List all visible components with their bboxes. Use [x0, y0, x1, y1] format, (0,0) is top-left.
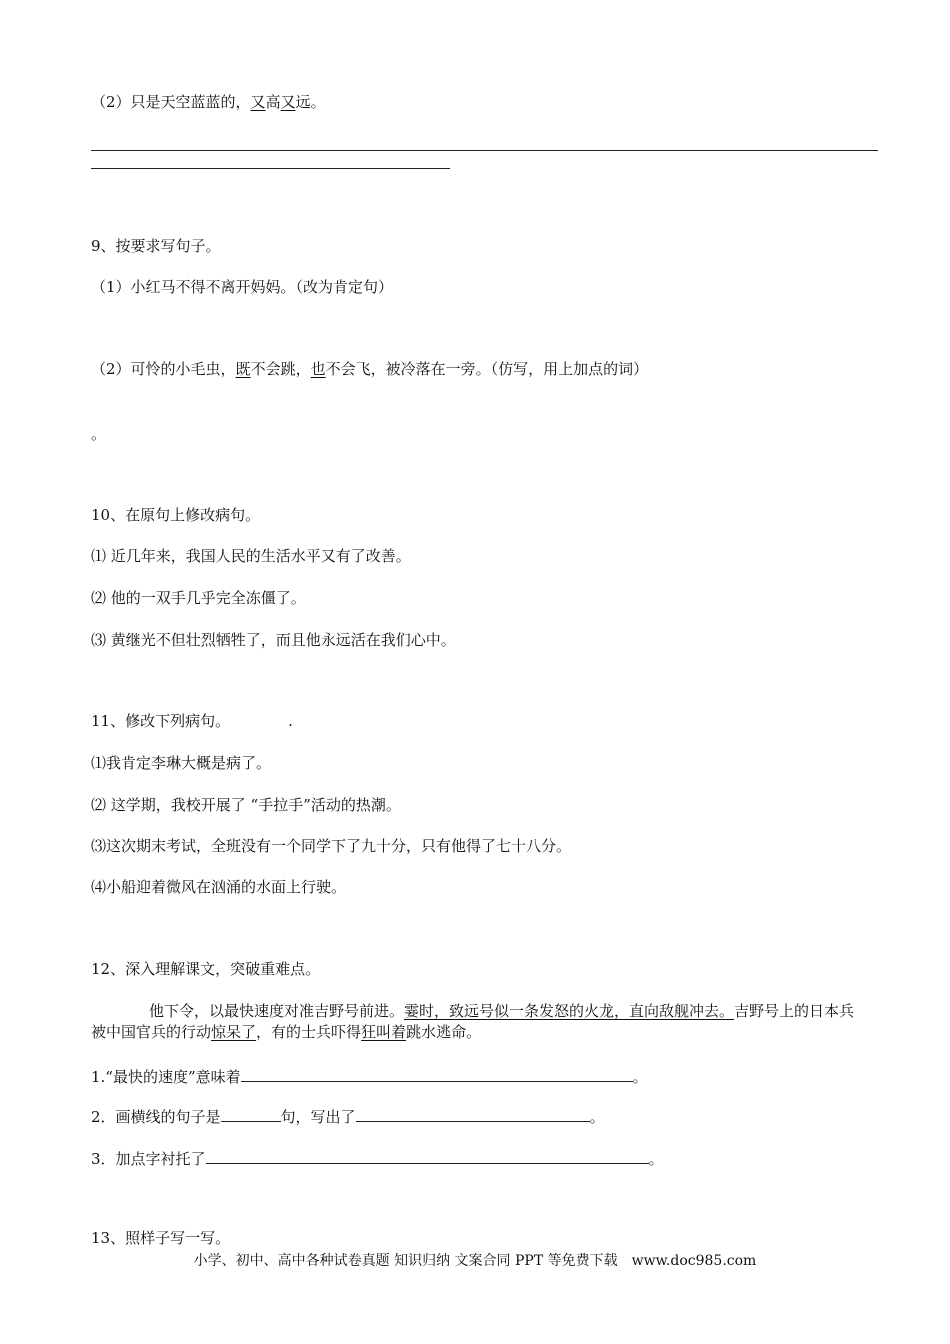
q9-end-mark: 。 [91, 425, 107, 443]
q12-question-1: 1.“最快的速度”意味着 。 [91, 1068, 648, 1086]
answer-blank[interactable] [356, 1106, 590, 1122]
answer-blank[interactable] [241, 1066, 633, 1082]
q8-item-2: （2）只是天空蓝蓝的，又高又远。 [91, 93, 326, 111]
q11-item-4: ⑷小船迎着微风在汹涌的水面上行驶。 [91, 878, 347, 896]
q13-title: 13、照样子写一写。 [91, 1229, 231, 1247]
q12-question-3: 3．加点字衬托了 。 [91, 1150, 664, 1168]
q9-title: 9、按要求写句子。 [91, 237, 221, 255]
q11-dot: . [288, 712, 293, 730]
q10-item-2: ⑵ 他的一双手几乎完全冻僵了。 [91, 589, 306, 607]
q11-title: 11、修改下列病句。 . [91, 712, 293, 730]
q10-item-1: ⑴ 近几年来，我国人民的生活水平又有了改善。 [91, 547, 411, 565]
q11-item-3: ⑶这次期末考试，全班没有一个同学下了九十分，只有他得了七十八分。 [91, 837, 572, 855]
answer-line-1 [91, 150, 878, 151]
q9-item-1: （1）小红马不得不离开妈妈。（改为肯定句） [91, 278, 394, 296]
q12-title: 12、深入理解课文，突破重难点。 [91, 960, 321, 978]
q11-item-1: ⑴我肯定李琳大概是病了。 [91, 754, 272, 772]
q12-passage: 他下令，以最快速度对准吉野号前进。霎时，致远号似一条发怒的火龙，直向敌舰冲去。吉野号上的日本兵被中国官兵的行动惊呆了，有的士兵吓得狂叫着跳水逃命。 [91, 1002, 855, 1041]
answer-blank[interactable] [206, 1148, 649, 1164]
answer-blank[interactable] [221, 1106, 281, 1122]
q10-title: 10、在原句上修改病句。 [91, 506, 261, 524]
q10-item-3: ⑶ 黄继光不但壮烈牺牲了，而且他永远活在我们心中。 [91, 631, 456, 649]
q11-item-2: ⑵ 这学期，我校开展了 “手拉手”活动的热潮。 [91, 796, 401, 814]
q12-question-2: 2．画横线的句子是 句，写出了 。 [91, 1108, 605, 1126]
q9-item-2: （2）可怜的小毛虫，既不会跳，也不会飞，被冷落在一旁。（仿写，用上加点的词） [91, 360, 649, 378]
answer-line-2 [91, 168, 450, 169]
page-footer: 小学、初中、高中各种试卷真题 知识归纳 文案合同 PPT 等免费下载 www.doc985.com [193, 1253, 757, 1269]
